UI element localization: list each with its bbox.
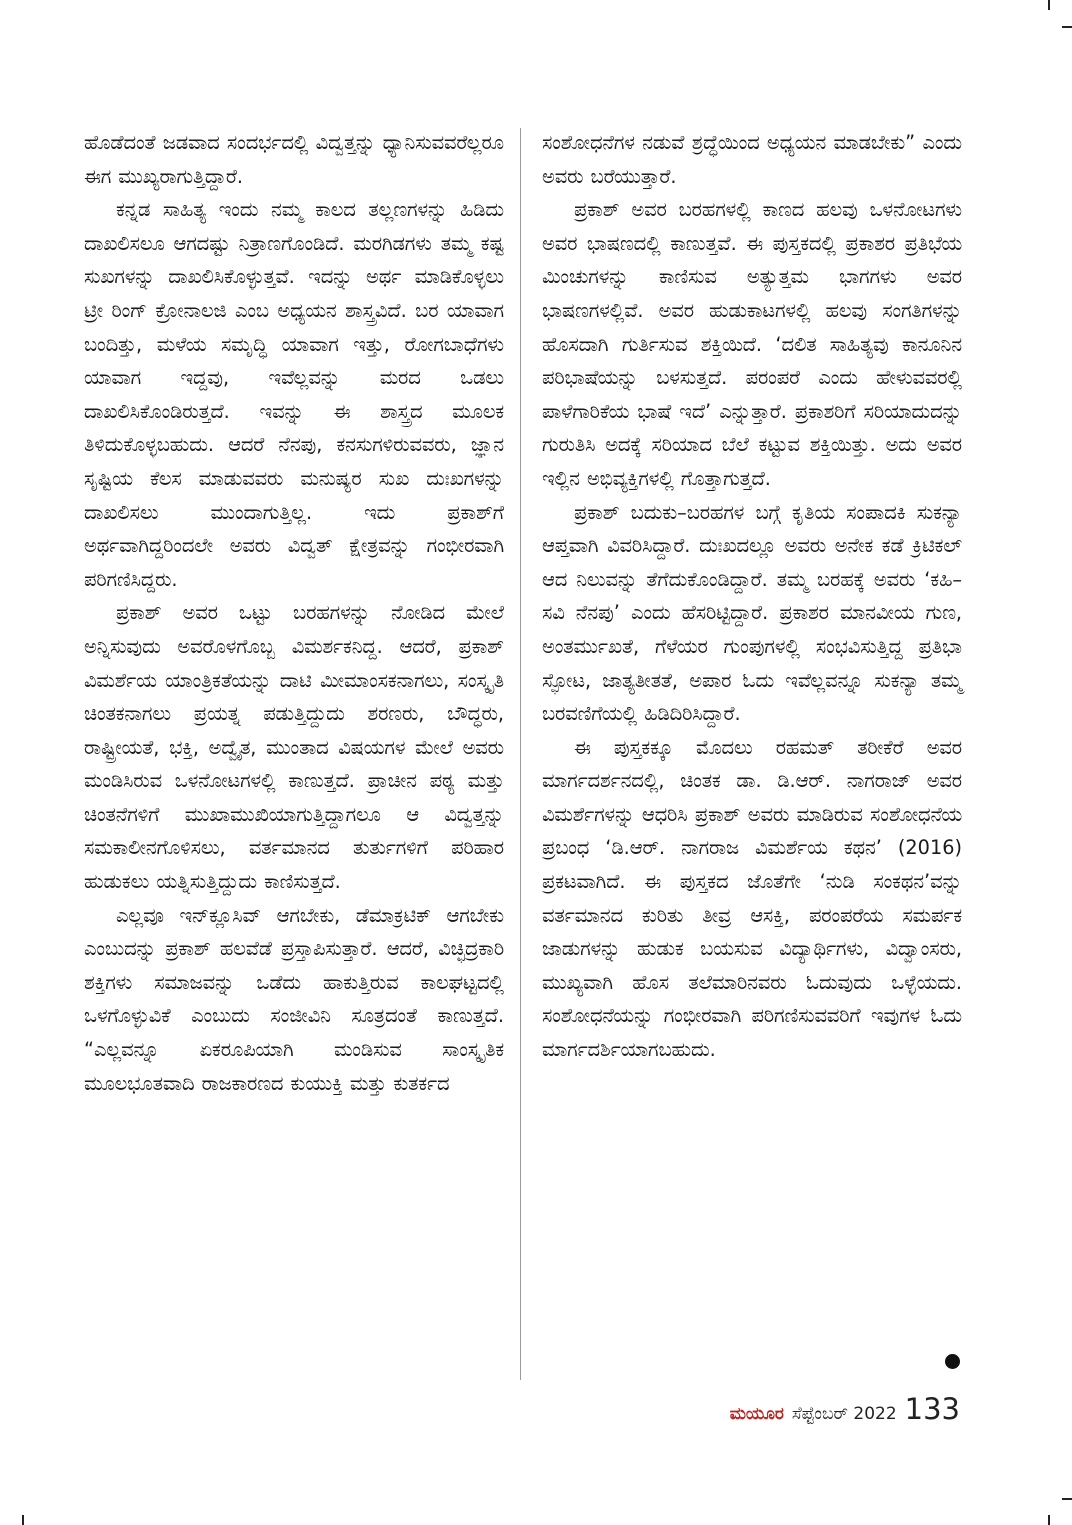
crop-mark (22, 1515, 24, 1525)
page-number: 133 (904, 1392, 960, 1426)
crop-mark (1062, 1498, 1072, 1500)
paragraph: ಕನ್ನಡ ಸಾಹಿತ್ಯ ಇಂದು ನಮ್ಮ ಕಾಲದ ತಲ್ಲಣಗಳನ್ನು ಹಿಡಿದು ದಾಖಲಿಸಲೂ ಆಗದಷ್ಟು ನಿತ್ರಾಣಗೊಂಡಿದೆ. ಮರಗಿಡಗಳು ತಮ್ಮ ಕಷ್ಟ ಸುಖಗಳನ್ನು ದಾಖಲಿಸಿಕೊಳ್ಳುತ್ತವೆ. ಇದನ್ನು ಅರ್ಥ ಮಾಡಿಕೊಳ್ಳಲು ಟ್ರೀ ರಿಂಗ್ ಕ್ರೋನಾಲಜಿ ಎಂಬ ಅಧ್ಯಯನ ಶಾಸ್ತ್ರವಿದೆ. ಬರ ಯಾವಾಗ ಬಂದಿತ್ತು, ಮಳೆಯ ಸಮೃದ್ಧಿ ಯಾವಾಗ ಇತ್ತು, ರೋಗಬಾಧೆಗಳು ಯಾವಾಗ ಇದ್ದವು, ಇವೆಲ್ಲವನ್ನು ಮರದ ಒಡಲು ದಾಖಲಿಸಿಕೊಂಡಿರುತ್ತದೆ. ಇವನ್ನು ಈ ಶಾಸ್ತ್ರದ ಮೂಲಕ ತಿಳಿದುಕೊಳ್ಳಬಹುದು. ಆದರೆ ನೆನಪು, ಕನಸುಗಳಿರುವವರು, ಜ್ಞಾನ ಸೃಷ್ಟಿಯ ಕೆಲಸ ಮಾಡುವವರು ಮನುಷ್ಯರ ಸುಖ ದುಃಖಗಳನ್ನು ದಾಖಲಿಸಲು ಮುಂದಾಗುತ್ತಿಲ್ಲ. ಇದು ಪ್ರಕಾಶ್‌ಗೆ ಅರ್ಥವಾಗಿದ್ದರಿಂದಲೇ ಅವರು ವಿದ್ವತ್ ಕ್ಷೇತ್ರವನ್ನು ಗಂಭೀರವಾಗಿ ಪರಿಗಣಿಸಿದ್ದರು. (84, 198, 504, 591)
crop-mark (1062, 26, 1072, 28)
paragraph: ಸಂಶೋಧನೆಗಳ ನಡುವೆ ಶ್ರದ್ಧೆಯಿಂದ ಅಧ್ಯಯನ ಮಾಡಬೇಕು” ಎಂದು ಅವರು ಬರೆಯುತ್ತಾರೆ. (542, 131, 962, 188)
paragraph: ಪ್ರಕಾಶ್ ಬದುಕು–ಬರಹಗಳ ಬಗ್ಗೆ ಕೃತಿಯ ಸಂಪಾದಕಿ ಸುಕನ್ಯಾ ಆಪ್ತವಾಗಿ ವಿವರಿಸಿದ್ದಾರೆ. ದುಃಖದಲ್ಲೂ ಅವರು ಅನೇಕ ಕಡೆ ಕ್ರಿಟಿಕಲ್ ಆದ ನಿಲುವನ್ನು ತೆಗೆದುಕೊಂಡಿದ್ದಾರೆ. ತಮ್ಮ ಬರಹಕ್ಕೆ ಅವರು ‘ಕಹಿ–ಸವಿ ನೆನಪು’ ಎಂದು ಹೆಸರಿಟ್ಟಿದ್ದಾರೆ. ಪ್ರಕಾಶರ ಮಾನವೀಯ ಗುಣ, ಅಂತರ್ಮುಖತೆ, ಗೆಳೆಯರ ಗುಂಪುಗಳಲ್ಲಿ ಸಂಭವಿಸುತ್ತಿದ್ದ ಪ್ರತಿಭಾ ಸ್ಫೋಟ, ಜಾತ್ಯತೀತತೆ, ಅಪಾರ ಓದು ಇವೆಲ್ಲವನ್ನೂ ಸುಕನ್ಯಾ ತಮ್ಮ ಬರವಣಿಗೆಯಲ್ಲಿ ಹಿಡಿದಿರಿಸಿದ್ದಾರೆ. (542, 500, 962, 726)
column-divider (520, 128, 521, 1380)
page-footer (730, 1392, 960, 1428)
left-text-column (84, 126, 504, 1100)
paragraph: ಹೊಡೆದಂತೆ ಜಡವಾದ ಸಂದರ್ಭದಲ್ಲಿ ವಿದ್ವತ್ತನ್ನು ಧ್ಯಾನಿಸುವವರೆಲ್ಲರೂ ಈಗ ಮುಖ್ಯರಾಗುತ್ತಿದ್ದಾರೆ. (84, 131, 504, 188)
paragraph: ಎಲ್ಲವೂ ಇನ್‌ಕ್ಲೂಸಿವ್ ಆಗಬೇಕು, ಡೆಮಾಕ್ರಟಿಕ್ ಆಗಬೇಕು ಎಂಬುದನ್ನು ಪ್ರಕಾಶ್ ಹಲವೆಡೆ ಪ್ರಸ್ತಾಪಿಸುತ್ತಾರೆ. ಆದರೆ, ವಿಚ್ಛಿದ್ರಕಾರಿ ಶಕ್ತಿಗಳು ಸಮಾಜವನ್ನು ಒಡೆದು ಹಾಕುತ್ತಿರುವ ಕಾಲಘಟ್ಟದಲ್ಲಿ ಒಳಗೊಳ್ಳುವಿಕೆ ಎಂಬುದು ಸಂಜೀವಿನಿ ಸೂತ್ರದಂತೆ ಕಾಣುತ್ತದೆ. “ಎಲ್ಲವನ್ನೂ ಏಕರೂಪಿಯಾಗಿ ಮಂಡಿಸುವ ಸಾಂಸ್ಕೃತಿಕ ಮೂಲಭೂತವಾದಿ ರಾಜಕಾರಣದ ಕುಯುಕ್ತಿ ಮತ್ತು ಕುತರ್ಕದ (84, 903, 504, 1095)
magazine-name: ಮಯೂರ (729, 1404, 784, 1424)
paragraph: ಪ್ರಕಾಶ್ ಅವರ ಒಟ್ಟು ಬರಹಗಳನ್ನು ನೋಡಿದ ಮೇಲೆ ಅನ್ನಿಸುವುದು ಅವರೊಳಗೊಬ್ಬ ವಿಮರ್ಶಕನಿದ್ದ. ಆದರೆ, ಪ್ರಕಾಶ್ ವಿಮರ್ಶೆಯ ಯಾಂತ್ರಿಕತೆಯನ್ನು ದಾಟಿ ಮೀಮಾಂಸಕನಾಗಲು, ಸಂಸ್ಕೃತಿ ಚಿಂತಕನಾಗಲು ಪ್ರಯತ್ನ ಪಡುತ್ತಿದ್ದುದು ಶರಣರು, ಬೌದ್ಧರು, ರಾಷ್ಟ್ರೀಯತೆ, ಭಕ್ತಿ, ಅದ್ವೈತ, ಮುಂತಾದ ವಿಷಯಗಳ ಮೇಲೆ ಅವರು ಮಂಡಿಸಿರುವ ಒಳನೋಟಗಳಲ್ಲಿ ಕಾಣುತ್ತದೆ. ಪ್ರಾಚೀನ ಪಠ್ಯ ಮತ್ತು ಚಿಂತನೆಗಳಿಗೆ ಮುಖಾಮುಖಿಯಾಗುತ್ತಿದ್ದಾಗಲೂ ಆ ವಿದ್ವತ್ತನ್ನು ಸಮಕಾಲೀನಗೊಳಿಸಲು, ವರ್ತಮಾನದ ತುರ್ತುಗಳಿಗೆ ಪರಿಹಾರ ಹುಡುಕಲು ಯತ್ನಿಸುತ್ತಿದ್ದುದು ಕಾಣಿಸುತ್ತದೆ. (84, 601, 504, 894)
issue-date: ಸೆಪ್ಟೆಂಬರ್ 2022 (791, 1404, 897, 1424)
right-text-column (542, 126, 962, 1067)
paragraph: ಈ ಪುಸ್ತಕಕ್ಕೂ ಮೊದಲು ರಹಮತ್ ತರೀಕೆರೆ ಅವರ ಮಾರ್ಗದರ್ಶನದಲ್ಲಿ, ಚಿಂತಕ ಡಾ. ಡಿ.ಆರ್. ನಾಗರಾಜ್ ಅವರ ವಿಮರ್ಶೆಗಳನ್ನು ಆಧರಿಸಿ ಪ್ರಕಾಶ್ ಅವರು ಮಾಡಿರುವ ಸಂಶೋಧನೆಯ ಪ್ರಬಂಧ ‘ಡಿ.ಆರ್. ನಾಗರಾಜ ವಿಮರ್ಶೆಯ ಕಥನ’ (2016) ಪ್ರಕಟವಾಗಿದೆ. ಈ ಪುಸ್ತಕದ ಜೊತೆಗೇ ‘ನುಡಿ ಸಂಕಥನ’ವನ್ನು ವರ್ತಮಾನದ ಕುರಿತು ತೀವ್ರ ಆಸಕ್ತಿ, ಪರಂಪರೆಯ ಸಮರ್ಪಕ ಜಾಡುಗಳನ್ನು ಹುಡುಕ ಬಯಸುವ ವಿದ್ಯಾರ್ಥಿಗಳು, ವಿದ್ವಾಂಸರು, ಮುಖ್ಯವಾಗಿ ಹೊಸ ತಲೆಮಾರಿನವರು ಓದುವುದು ಒಳ್ಳೆಯದು. ಸಂಶೋಧನೆಯನ್ನು ಗಂಭೀರವಾಗಿ ಪರಿಗಣಿಸುವವರಿಗೆ ಇವುಗಳ ಓದು ಮಾರ್ಗದರ್ಶಿಯಾಗಬಹುದು. (542, 735, 962, 1062)
paragraph: ಪ್ರಕಾಶ್ ಅವರ ಬರಹಗಳಲ್ಲಿ ಕಾಣದ ಹಲವು ಒಳನೋಟಗಳು ಅವರ ಭಾಷಣದಲ್ಲಿ ಕಾಣುತ್ತವೆ. ಈ ಪುಸ್ತಕದಲ್ಲಿ ಪ್ರಕಾಶರ ಪ್ರತಿಭೆಯ ಮಿಂಚುಗಳನ್ನು ಕಾಣಿಸುವ ಅತ್ಯುತ್ತಮ ಭಾಗಗಳು ಅವರ ಭಾಷಣಗಳಲ್ಲಿವೆ. ಅವರ ಹುಡುಕಾಟಗಳಲ್ಲಿ ಹಲವು ಸಂಗತಿಗಳನ್ನು ಹೊಸದಾಗಿ ಗುರ್ತಿಸುವ ಶಕ್ತಿಯಿದೆ. ‘ದಲಿತ ಸಾಹಿತ್ಯವು ಕಾನೂನಿನ ಪರಿಭಾಷೆಯನ್ನು ಬಳಸುತ್ತದೆ. ಪರಂಪರೆ ಎಂದು ಹೇಳುವವರಲ್ಲಿ ಪಾಳೆಗಾರಿಕೆಯ ಭಾಷೆ ಇದೆ’ ಎನ್ನುತ್ತಾರೆ. ಪ್ರಕಾಶರಿಗೆ ಸರಿಯಾದುದನ್ನು ಗುರುತಿಸಿ ಅದಕ್ಕೆ ಸರಿಯಾದ ಬೆಲೆ ಕಟ್ಟುವ ಶಕ್ತಿಯಿತ್ತು. ಅದು ಅವರ ಇಲ್ಲಿನ ಅಭಿವ್ಯಕ್ತಿಗಳಲ್ಲಿ ಗೊತ್ತಾಗುತ್ತದೆ. (542, 198, 962, 490)
crop-mark (1048, 0, 1050, 10)
end-of-article-bullet (945, 1354, 960, 1369)
crop-mark (1048, 1515, 1050, 1525)
